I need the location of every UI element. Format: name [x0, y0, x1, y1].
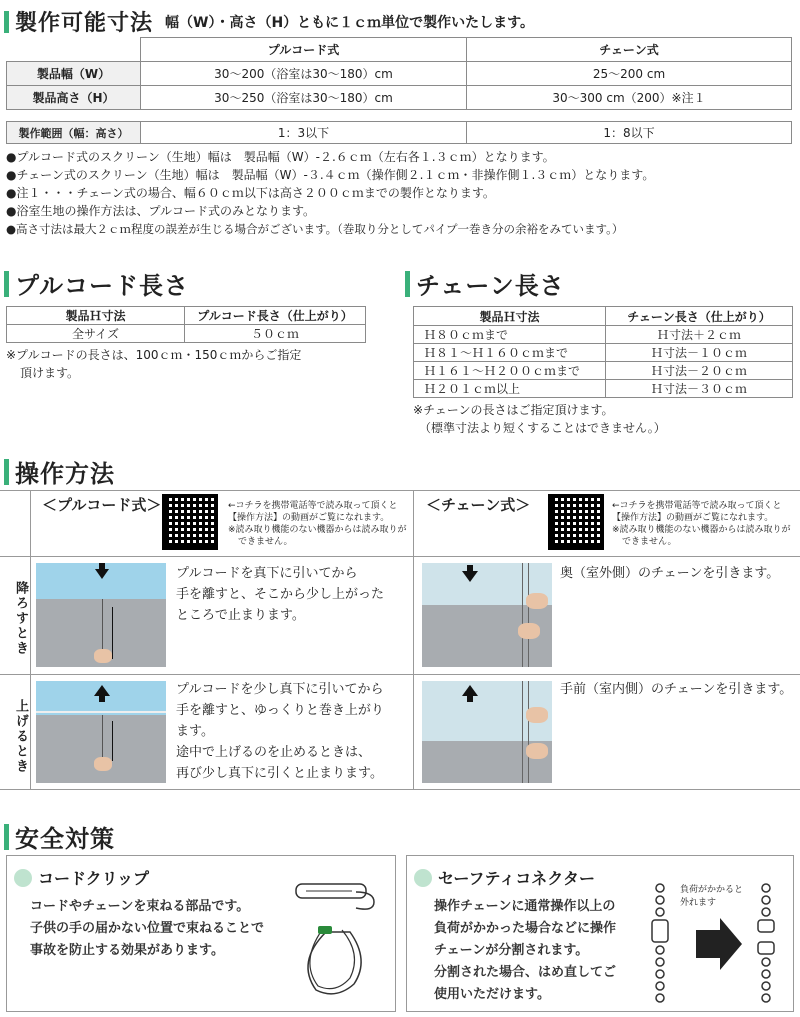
- range-pull: 1：3以下: [141, 122, 467, 144]
- cord-clip-icon: [286, 872, 386, 1002]
- text-line: プルコードを少し真下に引いてから: [176, 682, 384, 697]
- safety-connector-heading: セーフティコネクター: [438, 869, 595, 888]
- text-line: プルコードを真下に引いてから: [176, 566, 358, 581]
- chain-length-table: [413, 306, 793, 398]
- chain-cell-b: Ｈ寸法＋２ｃｍ: [606, 326, 793, 344]
- qr-note: [612, 500, 791, 548]
- table-row: [414, 344, 793, 362]
- qr-note-line: ※読み取り機能のない機器からは読み取りが: [228, 525, 407, 535]
- chain-h2: チェーン長さ（仕上がり）: [606, 307, 793, 326]
- text-line: 手を離すと、ゆっくりと巻き上がり: [176, 703, 384, 718]
- pull-length-heading: プルコード長さ: [15, 272, 190, 300]
- text-line: ます。: [176, 724, 214, 739]
- text-line: 手を離すと、そこから少し上がった: [176, 587, 385, 602]
- qr-note-line: できません。: [238, 537, 293, 547]
- chain-cell-a: Ｈ８０ｃｍまで: [414, 326, 606, 344]
- note-item: ●浴室生地の操作方法は、プルコード式のみとなります。: [6, 204, 316, 218]
- table-row: [414, 380, 793, 398]
- operation-title: [4, 454, 115, 489]
- chain-cell-b: Ｈ寸法－２０ｃｍ: [606, 362, 793, 380]
- note-item: ※プルコードの長さは、100ｃｍ・150ｃｍからご指定: [6, 348, 302, 362]
- chain-up-text: 手前（室内側）のチェーンを引きます。: [560, 682, 793, 697]
- down-label: 降ろすとき: [13, 580, 28, 656]
- text-line: 操作チェーンに通常操作以上の: [434, 899, 616, 914]
- pull-length-table: [6, 306, 366, 343]
- size-title: 製作可能寸法: [15, 11, 154, 36]
- row-label: 製品幅（W）: [7, 62, 141, 86]
- pull-cell-a: 全サイズ: [7, 325, 185, 343]
- safety-connector-text: [434, 896, 616, 1006]
- pull-h1: 製品Ｈ寸法: [7, 307, 185, 325]
- arrow-right-icon: [696, 918, 742, 970]
- chain-cell-b: Ｈ寸法－３０ｃｍ: [606, 380, 793, 398]
- bullet-dot-icon: [414, 869, 432, 887]
- qr-code-icon[interactable]: [162, 494, 218, 550]
- safety-title: [4, 819, 115, 854]
- text-line: コードやチェーンを束ねる部品です。: [30, 899, 250, 914]
- divider: [0, 674, 800, 675]
- title-accent-bar: [4, 11, 9, 33]
- cord-clip-text: [30, 896, 264, 962]
- text-line: チェーンが分割されます。: [434, 943, 589, 958]
- col-pull-header: プルコード式: [141, 38, 467, 62]
- pull-length-title: [4, 266, 189, 301]
- note-item: （標準寸法より短くすることはできません。）: [419, 421, 666, 435]
- text-line: 事故を防止する効果があります。: [30, 943, 224, 958]
- pull-up-photo: [36, 681, 166, 783]
- safety-heading: 安全対策: [15, 825, 115, 853]
- chain-down-photo: [422, 563, 552, 667]
- chain-h1: 製品Ｈ寸法: [414, 307, 606, 326]
- table-row: [7, 62, 792, 86]
- pull-op-heading: ＜プルコード式＞: [42, 496, 162, 514]
- hand-icon: [526, 593, 548, 609]
- hand-icon: [94, 649, 112, 663]
- note-item: ●プルコード式のスクリーン（生地）幅は 製品幅（W）-２.６ｃｍ（左右各１.３ｃｍ）となります。: [6, 150, 555, 164]
- text-line: 再び少し真下に引くと止まります。: [176, 766, 383, 781]
- chain-cell-b: Ｈ寸法－１０ｃｍ: [606, 344, 793, 362]
- note-item: ●注１・・・チェーン式の場合、幅６０ｃｍ以下は高さ２００ｃｍまでの製作となります。: [6, 186, 495, 200]
- qr-code-icon[interactable]: [548, 494, 604, 550]
- note-item: ●高さ寸法は最大２ｃｍ程度の誤差が生じる場合がございます。（巻取り分としてパイプ一巻き分の余裕をみています。）: [6, 222, 624, 236]
- operation-heading: 操作方法: [15, 460, 115, 488]
- cord-clip-title: [14, 866, 149, 889]
- size-subtitle: 幅（W）・高さ（H）ともに１ｃｍ単位で製作いたします。: [165, 14, 535, 31]
- chain-cell-a: Ｈ２０１ｃｍ以上: [414, 380, 606, 398]
- pull-down-photo: [36, 563, 166, 667]
- cord-clip-heading: コードクリップ: [38, 869, 150, 888]
- title-accent-bar: [405, 271, 410, 297]
- divider: [0, 556, 800, 557]
- hand-icon: [526, 743, 548, 759]
- bullet-dot-icon: [14, 869, 32, 887]
- text-line: 負荷がかかると: [680, 885, 744, 895]
- divider: [413, 490, 414, 790]
- qr-note-line: 【操作方法】の動画がご覧になれます。: [612, 513, 774, 523]
- title-accent-bar: [4, 824, 9, 850]
- qr-note-line: ←コチラを携帯電話等で読み取って頂くと: [228, 501, 398, 511]
- table-row: [7, 86, 792, 110]
- table-row: [414, 326, 793, 344]
- note-item: ※チェーンの長さはご指定頂けます。: [413, 403, 614, 417]
- text-line: 子供の手の届かない位置で束ねることで: [30, 921, 265, 936]
- pull-h2: プルコード長さ（仕上がり）: [185, 307, 366, 325]
- qr-note-line: 【操作方法】の動画がご覧になれます。: [228, 513, 390, 523]
- pull-up-text: [176, 679, 384, 784]
- chain-down-text: 奥（室外側）のチェーンを引きます。: [560, 566, 780, 581]
- chain-up-photo: [422, 681, 552, 783]
- text-line: 外れます: [680, 898, 717, 908]
- range-table: [6, 121, 792, 144]
- up-label: 上げるとき: [13, 698, 28, 774]
- qr-note: [228, 500, 407, 548]
- qr-note-line: できません。: [622, 537, 677, 547]
- chain-cell-a: Ｈ８１～Ｈ１６０ｃｍまで: [414, 344, 606, 362]
- cell-pull: 30～250（浴室は30～180）cm: [141, 86, 467, 110]
- pull-length-note: [6, 346, 301, 382]
- note-item: ●チェーン式のスクリーン（生地）幅は 製品幅（W）-３.４ｃｍ（操作側２.１ｃｍ・非操作側１.３ｃｍ）となります。: [6, 168, 655, 182]
- pull-down-text: [176, 563, 384, 626]
- row-label: 製品高さ（H）: [7, 86, 141, 110]
- safety-connector-icon: [640, 880, 790, 1010]
- text-line: 負荷がかかった場合などに操作: [434, 921, 617, 936]
- chain-op-heading: ＜チェーン式＞: [426, 496, 531, 514]
- qr-note-line: ←コチラを携帯電話等で読み取って頂くと: [612, 501, 782, 511]
- range-chain: 1：8以下: [467, 122, 792, 144]
- title-accent-bar: [4, 459, 9, 485]
- chain-length-note: [413, 401, 666, 437]
- size-notes: [6, 148, 654, 238]
- size-section-title: [4, 6, 534, 37]
- chain-cell-a: Ｈ１６１～Ｈ２００ｃｍまで: [414, 362, 606, 380]
- table-row: [414, 362, 793, 380]
- text-line: 途中で上げるのを止めるときは、: [176, 745, 372, 760]
- table-row: [7, 325, 366, 343]
- col-chain-header: チェーン式: [467, 38, 792, 62]
- safety-connector-title: [414, 866, 595, 889]
- hand-icon: [518, 623, 540, 639]
- text-line: 分割された場合、はめ直してご: [434, 965, 617, 980]
- title-accent-bar: [4, 271, 9, 297]
- cell-chain: 30～300 cm（200）※注１: [467, 86, 792, 110]
- blank-cell: [7, 38, 141, 62]
- text-line: ところで止まります。: [176, 608, 305, 623]
- chain-length-heading: チェーン長さ: [416, 272, 565, 300]
- divider: [30, 490, 31, 790]
- text-line: 使用いただけます。: [434, 987, 550, 1002]
- hand-icon: [94, 757, 112, 771]
- note-item: 頂けます。: [20, 366, 80, 380]
- hand-icon: [526, 707, 548, 723]
- range-label: 製作範囲（幅：高さ）: [7, 122, 141, 144]
- cell-chain: 25～200 cm: [467, 62, 792, 86]
- size-table: [6, 37, 792, 110]
- chain-length-title: [405, 266, 565, 301]
- qr-note-line: ※読み取り機能のない機器からは読み取りが: [612, 525, 791, 535]
- pull-cell-b: ５０ｃｍ: [185, 325, 366, 343]
- cell-pull: 30～200（浴室は30～180）cm: [141, 62, 467, 86]
